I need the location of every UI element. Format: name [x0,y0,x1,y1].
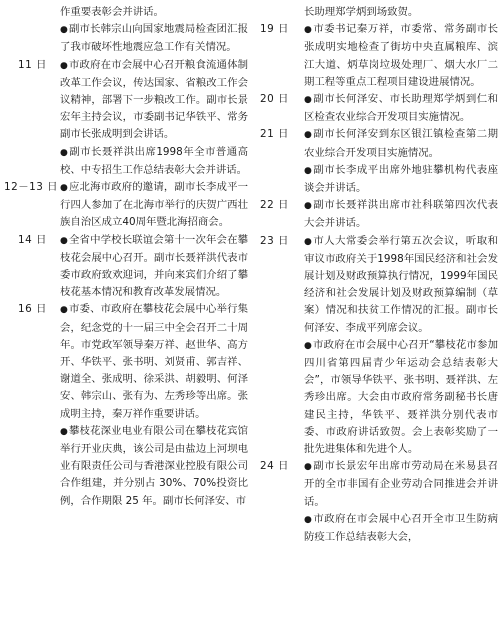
entry-item [60,232,248,302]
bullet-icon: ● [304,95,313,106]
entry-text: 作重要表彰会并讲话。 [60,6,164,18]
bullet-icon: ● [60,25,69,36]
bullet-icon: ● [304,130,313,141]
chronicle-entry [4,57,248,179]
chronicle-entry [252,197,498,232]
entry-date: 21 日 [260,128,289,141]
entry-items [60,179,248,232]
entry-items [60,232,248,302]
entry-item [304,126,498,161]
chronicle-entry [252,458,498,546]
chronicle-entry [252,21,498,91]
entry-item [60,4,248,21]
entry-items [60,301,248,509]
entry-items [304,21,498,91]
chronicle-entry [4,301,248,509]
entry-items [304,91,498,126]
bullet-icon: ● [60,235,69,246]
left-column [4,4,248,510]
entry-items [304,233,498,459]
entry-text: 全省中学校长联谊会第十一次年会在攀枝花会展中心召开。副市长聂祥洪代表市委市政府致欢迎词，并向来宾们介绍了攀枝花基本情况和教育改革发展情况。 [60,233,249,299]
entry-text: 副市长韩宗山向国家地震局检查团汇报了我市破坏性地震应急工作有关情况。 [60,23,249,54]
bullet-icon: ● [304,25,313,36]
entry-item [304,91,498,126]
entry-items [304,4,498,21]
bullet-icon: ● [60,147,69,158]
chronicle-entry [252,91,498,126]
chronicle-entry [4,179,248,232]
entry-item [60,21,248,56]
bullet-icon: ● [304,165,313,176]
entry-text: 应北海市政府的邀请，副市长李成平一行四人参加了在北海市举行的庆贺广西壮族自治区成立40周年暨北海招商会。 [60,181,249,229]
entry-text: 副市长景宏年出席市劳动局在米易县召开的全市非国有企业劳动合同推进会并讲话。 [304,460,498,508]
entry-items [304,126,498,197]
entry-date: 22 日 [260,199,289,212]
entry-date: 23 日 [260,234,289,247]
chronicle-entry [252,233,498,459]
entry-text: 攀枝花深业电业有限公司在攀枝花宾馆举行开业庆典，该公司是由盐边上河坝电业有限责任公司与香港深业控股有限公司合作组建，并分别占 30%、70%投资比例，合作期限 25 年。副市长何泽安、市 [60,424,249,507]
chronicle-entry [4,232,248,302]
right-column [252,4,498,546]
bullet-icon: ● [60,60,69,71]
entry-item [304,337,498,458]
entry-date: 20 日 [260,93,289,106]
entry-item [304,197,498,232]
entry-item [304,511,498,546]
entry-item [60,57,248,144]
entry-item [304,458,498,511]
bullet-icon: ● [304,236,313,247]
entry-text: 长助理郑学炳到场致贺。 [304,6,419,18]
entry-date: 24 日 [260,460,289,473]
entry-item [60,144,248,179]
bullet-icon: ● [304,514,313,525]
entry-date: 12－13 日 [4,181,59,194]
entry-date: 11 日 [18,58,47,71]
entry-items [304,197,498,232]
bullet-icon: ● [304,201,313,212]
entry-text: 副市长聂祥洪出席1998年全市普通高校、中专招生工作总结表彰大会并讲话。 [60,145,248,176]
bullet-icon: ● [304,462,313,473]
entry-text: 副市长李成平出席外地驻攀机构代表座谈会并讲话。 [304,163,498,195]
entry-text: 市政府在市会展中心召开全市卫生防病防疫工作总结表彰大会， [304,512,498,544]
entry-item [304,162,498,197]
entry-items [304,458,498,546]
entry-date: 16 日 [18,303,47,316]
entry-items [60,57,248,179]
bullet-icon: ● [60,426,69,437]
entry-item [60,301,248,422]
entry-items [60,4,248,57]
entry-text: 副市长聂祥洪出席市社科联第四次代表大会并讲话。 [304,199,498,230]
entry-text: 副市长何泽安到东区银江镇检查第二期农业综合开发项目实施情况。 [304,128,498,159]
entry-item [60,179,248,232]
bullet-icon: ● [60,305,69,316]
entry-item [304,4,498,21]
entry-text: 市政府在市会展中心召开粮食流通体制改革工作会议，传达国家、省粮改工作会议精神，部署下一步粮改工作。副市长景宏年主持会议，市委副书记华铁平、常务副市长张成明到会讲话。 [60,58,249,141]
entry-date: 19 日 [260,23,289,36]
entry-text: 市委、市政府在攀枝花会展中心举行集会，纪念党的十一届三中全会召开二十周年。市党政军领导秦万祥、赵世华、高方开、华铁平、张书明、刘贤甫、郭吉祥、谢道全、张成明、徐采洪、胡毅明、何泽安、韩宗山、张有为、左秀珍等出席。张成明主持，秦万祥作重要讲话。 [60,303,249,420]
entry-text: 副市长何泽安、市长助理郑学炳到仁和区检查农业综合开发项目实施情况。 [304,93,498,124]
entry-date: 14 日 [18,233,47,246]
entry-item [304,233,498,337]
entry-text: 市委书记秦万祥，市委常、常务副市长张成明实地检查了街坊中央直属粮库、滨江大道、炳草岗垃圾处理厂、烟大水厂二期工程等重点工程项目建设进展情况。 [304,23,498,88]
bullet-icon: ● [60,183,69,194]
chronicle-entry [252,126,498,197]
entry-text: 市政府在市会展中心召开“攀枝花市参加四川省第四届青少年运动会总结表彰大会”，市领导华铁平、张书明、聂祥洪、左秀珍出席。大会由市政府常务副秘书长唐建民主持，华铁平、聂祥洪分别代表市委、市政府讲话致贺。会上表彰奖励了一批先进集体和先进个人。 [304,338,498,456]
chronicle-entry [4,4,248,57]
entry-text: 市人大常委会举行第五次会议，听取和审议市政府关于1998年国民经济和社会发展计划及财政预算执行情况，1999年国民经济和社会发展计划及财政预算编制（草案）情况和扶贫工作情况的汇报。副市长何泽安、李成平列席会议。 [304,234,498,334]
bullet-icon: ● [304,340,313,351]
chronicle-entry [252,4,498,21]
entry-item [60,423,248,510]
entry-item [304,21,498,91]
